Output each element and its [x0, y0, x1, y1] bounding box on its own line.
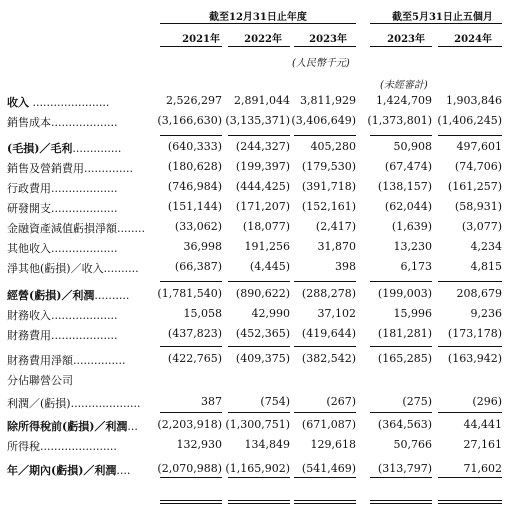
cell-value: (437,823) — [167, 327, 222, 340]
cell-value: (1,373,801) — [367, 114, 432, 127]
cell-value: (1,406,245) — [437, 114, 502, 127]
col-2022: 2022年 — [244, 34, 282, 45]
cell-value: (138,157) — [377, 180, 432, 193]
row-label — [7, 260, 139, 276]
row-label-dots: ...................... — [29, 96, 110, 109]
cell-value: (409,375) — [235, 352, 290, 365]
row-label-dots: ................... — [51, 116, 118, 129]
single-rule — [160, 281, 222, 282]
single-rule — [370, 477, 432, 478]
cell-value: 208,679 — [456, 287, 502, 300]
cell-value: (452,365) — [235, 327, 290, 340]
double-rule — [228, 500, 290, 504]
row-label — [7, 160, 133, 176]
cell-value: (541,469) — [301, 462, 356, 475]
cell-value: 398 — [335, 260, 356, 273]
cell-value: (267) — [326, 395, 356, 408]
col-2021: 2021年 — [182, 34, 220, 45]
cell-value: 2,526,297 — [166, 94, 222, 107]
row-label-dots: ...................... — [40, 440, 117, 453]
cell-value: (199,397) — [235, 160, 290, 173]
cell-value: 15,058 — [183, 307, 222, 320]
row-label-dots: .......... — [94, 289, 130, 302]
single-rule — [438, 477, 502, 478]
row-label-text: 所得稅 — [7, 440, 40, 453]
cell-value: (2,417) — [315, 220, 356, 233]
cell-value: 3,811,929 — [300, 94, 356, 107]
cell-value: 134,849 — [244, 438, 290, 451]
row-label — [7, 200, 117, 216]
col-2022-rule — [228, 46, 290, 47]
currency-note: (人民幣千元) — [292, 58, 350, 69]
cell-value: 497,601 — [456, 140, 502, 153]
single-rule — [438, 281, 502, 282]
single-rule — [438, 135, 502, 136]
single-rule — [160, 412, 222, 413]
cell-value: (1,781,540) — [157, 287, 222, 300]
unaudited-note: (未經審計) — [380, 80, 428, 91]
cell-value: 4,815 — [470, 260, 502, 273]
header-group-five-months: 截至5月31日止五個月 — [392, 12, 493, 23]
row-label — [7, 180, 117, 196]
single-rule — [160, 477, 222, 478]
cell-value: 71,602 — [463, 462, 502, 475]
row-label-text: 經營(虧損)／利潤 — [7, 289, 95, 302]
cell-value: (67,474) — [384, 160, 432, 173]
cell-value: 13,230 — [393, 240, 432, 253]
row-label-text: 財務費用 — [7, 329, 51, 342]
single-rule — [370, 135, 432, 136]
cell-value: 405,280 — [310, 140, 356, 153]
row-label — [7, 220, 145, 236]
cell-value: 27,161 — [463, 438, 502, 451]
row-label-dots: ........ — [117, 222, 145, 235]
cell-value: (746,984) — [167, 180, 222, 193]
row-label — [7, 307, 117, 323]
cell-value: (3,406,649) — [291, 114, 356, 127]
row-label-dots: ................... — [51, 202, 118, 215]
cell-value: (171,207) — [235, 200, 290, 213]
col-2021-rule — [160, 46, 222, 47]
row-label — [7, 438, 117, 454]
cell-value: (152,161) — [301, 200, 356, 213]
row-label — [7, 395, 141, 411]
row-label — [7, 352, 125, 368]
double-rule — [438, 500, 502, 504]
cell-value: 37,102 — [317, 307, 356, 320]
header-group1-rule — [160, 23, 356, 24]
cell-value: (275) — [402, 395, 432, 408]
double-rule — [294, 500, 356, 504]
cell-value: (4,445) — [249, 260, 290, 273]
cell-value: 36,998 — [183, 240, 222, 253]
row-label — [7, 287, 129, 303]
header-group2-rule — [370, 23, 502, 24]
cell-value: (18,077) — [242, 220, 290, 233]
cell-value: 15,996 — [393, 307, 432, 320]
single-rule — [228, 135, 290, 136]
cell-value: (3,166,630) — [157, 114, 222, 127]
row-label-dots: .............. — [84, 162, 133, 175]
row-label — [7, 94, 109, 110]
row-label-text: 其他收入 — [7, 242, 51, 255]
row-label-dots: .... — [116, 464, 131, 477]
single-rule — [294, 412, 356, 413]
row-label-text: 淨其他(虧損)／收入 — [7, 262, 104, 275]
single-rule — [228, 281, 290, 282]
cell-value: (671,087) — [301, 418, 356, 431]
single-rule — [228, 346, 290, 347]
row-label-text: 除所得稅前(虧損)／利潤 — [7, 420, 128, 433]
cell-value: (244,327) — [235, 140, 290, 153]
row-label — [7, 418, 138, 434]
cell-value: (66,387) — [174, 260, 222, 273]
cell-value: (3,135,371) — [225, 114, 290, 127]
cell-value: (288,278) — [301, 287, 356, 300]
row-label-dots: ... — [127, 420, 138, 433]
cell-value: (74,706) — [454, 160, 502, 173]
col-2023-rule — [294, 46, 356, 47]
cell-value: 387 — [201, 395, 222, 408]
row-label-dots: ................... — [51, 329, 118, 342]
row-label-dots: .............. — [72, 142, 122, 155]
row-label-dots: ................... — [51, 182, 118, 195]
cell-value: (199,003) — [377, 287, 432, 300]
cell-value: (161,257) — [447, 180, 502, 193]
row-label-text: 銷售成本 — [7, 116, 51, 129]
cell-value: (151,144) — [167, 200, 222, 213]
cell-value: 44,441 — [463, 418, 502, 431]
cell-value: (296) — [472, 395, 502, 408]
row-label — [7, 327, 117, 343]
cell-value: (33,062) — [174, 220, 222, 233]
row-label-text: (毛損)／毛利 — [7, 142, 73, 155]
col-2023: 2023年 — [309, 34, 347, 45]
row-label-dots: .......... — [103, 262, 139, 275]
cell-value: (62,044) — [384, 200, 432, 213]
cell-value: (3,077) — [461, 220, 502, 233]
single-rule — [294, 281, 356, 282]
cell-value: (1,300,751) — [225, 418, 290, 431]
cell-value: (754) — [260, 395, 290, 408]
cell-value: 9,236 — [470, 307, 502, 320]
cell-value: (173,178) — [447, 327, 502, 340]
row-label-dots: ............... — [73, 354, 126, 367]
col-2023b-rule — [370, 46, 432, 47]
cell-value: (2,203,918) — [157, 418, 222, 431]
cell-value: (364,563) — [377, 418, 432, 431]
row-label-dots: ................... — [51, 242, 118, 255]
single-rule — [438, 412, 502, 413]
cell-value: (890,622) — [235, 287, 290, 300]
cell-value: (422,765) — [167, 352, 222, 365]
cell-value: (419,644) — [301, 327, 356, 340]
double-rule — [160, 500, 222, 504]
cell-value: 50,766 — [393, 438, 432, 451]
cell-value: (444,425) — [235, 180, 290, 193]
row-label-text: 利潤／(虧損) — [7, 397, 71, 410]
cell-value: (640,333) — [167, 140, 222, 153]
single-rule — [370, 412, 432, 413]
cell-value: 50,908 — [393, 140, 432, 153]
cell-value: 42,990 — [251, 307, 290, 320]
cell-value: (165,285) — [377, 352, 432, 365]
row-label — [7, 114, 117, 130]
cell-value: (391,718) — [301, 180, 356, 193]
cell-value: (179,530) — [301, 160, 356, 173]
single-rule — [160, 135, 222, 136]
row-label-text: 金融資產減值虧損淨額 — [7, 222, 117, 235]
single-rule — [294, 135, 356, 136]
single-rule — [294, 477, 356, 478]
col-2024-five-months: 2024年 — [454, 34, 492, 45]
cell-value: (181,281) — [377, 327, 432, 340]
cell-value: (313,797) — [377, 462, 432, 475]
row-label-text: 收入 — [7, 96, 29, 109]
row-label — [7, 140, 121, 156]
single-rule — [228, 477, 290, 478]
row-label-text: 研發開支 — [7, 202, 51, 215]
cell-value: (1,639) — [391, 220, 432, 233]
cell-value: 1,903,846 — [446, 94, 502, 107]
cell-value: (382,542) — [301, 352, 356, 365]
row-label — [7, 372, 73, 388]
col-2023-five-months: 2023年 — [387, 34, 425, 45]
row-label-text: 分佔聯營公司 — [7, 374, 73, 387]
cell-value: (180,628) — [167, 160, 222, 173]
cell-value: 2,891,044 — [234, 94, 290, 107]
row-label-text: 財務費用淨額 — [7, 354, 73, 367]
cell-value: 6,173 — [400, 260, 432, 273]
cell-value: 129,618 — [310, 438, 356, 451]
single-rule — [438, 346, 502, 347]
row-label-text: 行政費用 — [7, 182, 51, 195]
cell-value: (58,931) — [454, 200, 502, 213]
cell-value: 31,870 — [317, 240, 356, 253]
cell-value: 191,256 — [244, 240, 290, 253]
row-label-text: 年／期內(虧損)／利潤 — [7, 464, 117, 477]
cell-value: (2,070,988) — [157, 462, 222, 475]
row-label-dots: ................... — [51, 309, 118, 322]
cell-value: 1,424,709 — [376, 94, 432, 107]
double-rule — [370, 500, 432, 504]
cell-value: (163,942) — [447, 352, 502, 365]
single-rule — [370, 346, 432, 347]
single-rule — [294, 346, 356, 347]
single-rule — [228, 412, 290, 413]
cell-value: 132,930 — [176, 438, 222, 451]
cell-value: 4,234 — [470, 240, 502, 253]
single-rule — [160, 346, 222, 347]
row-label — [7, 240, 117, 256]
cell-value: (1,165,902) — [225, 462, 290, 475]
header-group-fiscal-year: 截至12月31日止年度 — [209, 12, 307, 23]
col-2024-rule — [438, 46, 502, 47]
single-rule — [370, 281, 432, 282]
row-label-text: 銷售及營銷費用 — [7, 162, 84, 175]
row-label-text: 財務收入 — [7, 309, 51, 322]
row-label — [7, 462, 130, 478]
row-label-dots: .................... — [70, 397, 141, 410]
